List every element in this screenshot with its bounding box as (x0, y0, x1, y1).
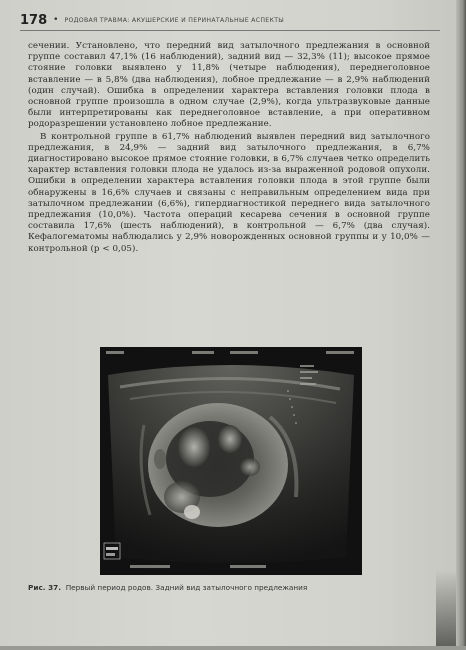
figure-label: Рис. 37. (28, 583, 62, 592)
ultrasound-image (100, 347, 362, 575)
paragraph-1: сечении. Установлено, что передний вид затылочного предлежания в основной группе составил 47,1% (16 наблюдений), задний вид — 32,3% (11); высокое прямое стояние головки выявлено у 11,8% (четыре наблюдения), переднеголовное вставление — в 5,8% (два наблюдения), лобное предлежание — в 2,9% наблюдений (один случай). Ошибка в определении характера вставления головки плода в основной группе произошла в одном случае (2,9%), когда ультразвуковые данные были интерпретированы как переднеголовное вставление, а при оперативном родоразрешении установлено лобное предлежание. (28, 41, 430, 130)
paragraph-2: В контрольной группе в 61,7% наблюдений выявлен передний вид затылочного предлежания, в 24,9% — задний вид затылочного предлежания, в 6,7% диагностировано высокое прямое стояние головки, в 6,7% случаев четко определить характер вставления головки плода не удалось из-за выраженной родовой опухоли. Ошибки в определении характера вставления головки плода в этой группе были обнаружены в 16,6% случаев и связаны с неправильным определением вида при затылочном предлежании (6,6%), гипердиагностикой переднего вида затылочного предлежания (10,0%). Частота операций кесарева сечения в основной группе составила 17,6% (шесть наблюдений), в контрольной — 6,7% (два случая). Кефалогематомы наблюдались у 2,9% новорожденных основной группы и у 10,0% — контрольной (p < 0,05). (28, 131, 430, 254)
running-title: РОДОВАЯ ТРАВМА: АКУШЕРСКИЕ И ПЕРИНАТАЛЬНЫЕ АСПЕКТЫ (64, 16, 285, 24)
figure-caption (28, 583, 430, 592)
body-text (28, 41, 430, 255)
page-edge (456, 0, 466, 650)
header-bullet: • (53, 15, 59, 25)
page-number: 178 (20, 12, 48, 28)
ultrasound-scan-graphic (100, 347, 362, 575)
running-header (20, 10, 440, 31)
figure-caption-text: Первый период родов. Задний вид затылочного предлежания (65, 583, 308, 592)
page-bottom-edge (0, 646, 466, 650)
